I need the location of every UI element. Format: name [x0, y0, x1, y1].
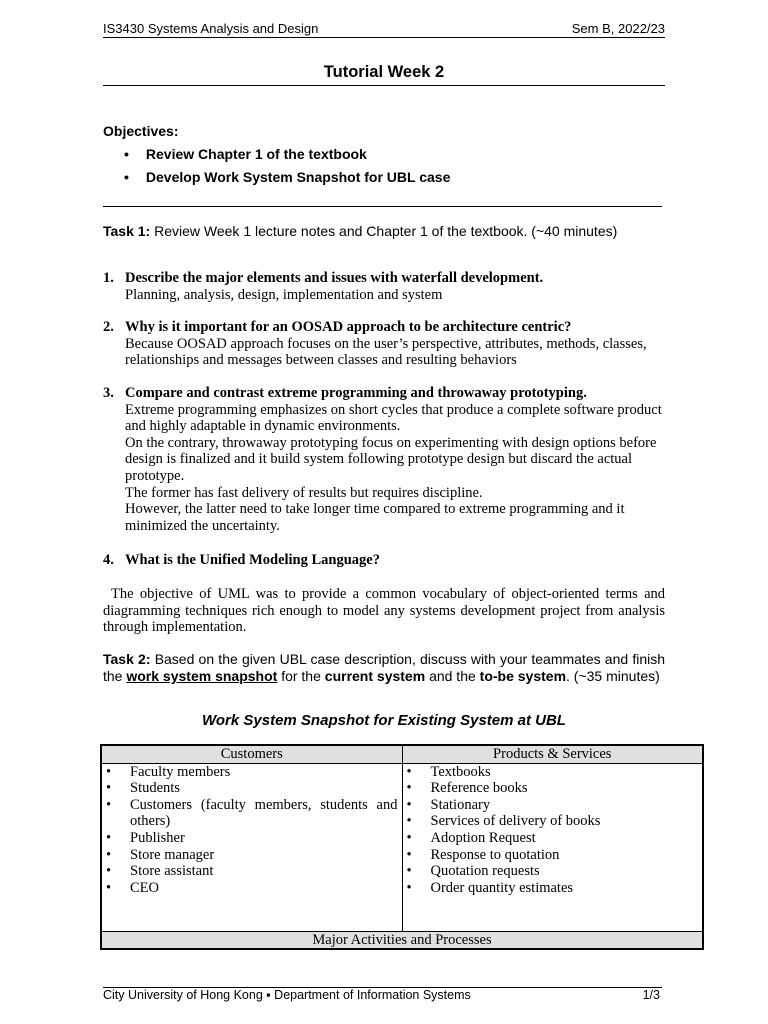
task2-text: . (~35 minutes) [566, 668, 660, 684]
question-text: What is the Unified Modeling Language? [125, 552, 380, 568]
answer-text: On the contrary, throwaway prototyping focus on experimenting with design options before design is finalized and it build system following prototype design but discard the actual prototype. [125, 434, 657, 484]
uml-answer: The objective of UML was to provide a common vocabulary of object-oriented terms and diagramming techniques rich enough to model any systems development project from analysis through implementation. [103, 586, 665, 636]
objective-text: Develop Work System Snapshot for UBL case [145, 169, 451, 185]
question-2 [103, 319, 665, 369]
work-system-snapshot-table [100, 744, 704, 950]
task1 [103, 223, 617, 240]
header-course: IS3430 Systems Analysis and Design [103, 21, 319, 36]
question-4 [103, 552, 665, 569]
answer-text: However, the latter need to take longer time compared to extreme programming and it minimized the uncertainty. [125, 501, 625, 534]
customers-cell [101, 763, 402, 931]
task2-text: for the [281, 668, 321, 684]
product-item: • Stationary [407, 797, 699, 814]
to-be-system-emphasis: to-be system [479, 668, 567, 684]
product-item: • Textbooks [407, 764, 699, 781]
work-system-snapshot-emphasis: work system snapshot [126, 668, 278, 684]
question-number: 3. [103, 385, 114, 401]
question-number: 4. [103, 552, 114, 568]
product-item: • Adoption Request [407, 830, 699, 847]
customer-item: • CEO [106, 880, 398, 897]
question-number: 2. [103, 319, 114, 335]
customer-item: • Faculty members [106, 764, 398, 781]
section-rule [103, 206, 662, 207]
customer-item: • Students [106, 780, 398, 797]
question-1 [103, 270, 665, 303]
answer-text: Because OOSAD approach focuses on the user’s perspective, attributes, methods, classes, relationships and messages between classes and resulting behaviors [125, 335, 647, 369]
product-item: • Order quantity estimates [407, 880, 699, 897]
footer-text: City University of Hong Kong ▪ Department of Information Systems [103, 988, 471, 1002]
question-text: Describe the major elements and issues with waterfall development. [125, 270, 544, 286]
task2-text: and the [429, 668, 476, 684]
task2 [103, 651, 665, 685]
objective-text: Review Chapter 1 of the textbook [145, 146, 367, 162]
title-rule [103, 85, 665, 86]
question-text: Compare and contrast extreme programming and throwaway prototyping. [125, 385, 587, 401]
answer-text: Planning, analysis, design, implementation and system [125, 286, 443, 303]
customer-item: • Publisher [106, 830, 398, 847]
page-title: Tutorial Week 2 [323, 63, 445, 81]
task1-text: Review Week 1 lecture notes and Chapter 1 of the textbook. (~40 minutes) [154, 223, 618, 239]
customers-header: Customers [101, 745, 402, 763]
question-3 [103, 385, 665, 534]
customer-item: • Store manager [106, 847, 398, 864]
activities-header: Major Activities and Processes [101, 931, 703, 949]
objectives-label: Objectives: [103, 123, 179, 139]
task1-label: Task 1: [103, 223, 151, 239]
answer-text: Extreme programming emphasizes on short cycles that produce a complete software product and highly adaptable in dynamic environments. [125, 401, 662, 435]
header-semester: Sem B, 2022/23 [571, 21, 665, 36]
question-text: Why is it important for an OOSAD approach to be architecture centric? [125, 319, 572, 335]
product-item: • Reference books [407, 780, 699, 797]
products-cell [402, 763, 703, 931]
task2-label: Task 2: [103, 651, 151, 667]
product-item: • Quotation requests [407, 863, 699, 880]
product-item: • Services of delivery of books [407, 813, 699, 830]
question-number: 1. [103, 270, 114, 286]
header-rule [103, 37, 665, 38]
snapshot-title: Work System Snapshot for Existing System at UBL [202, 712, 566, 729]
objective-item: • Review Chapter 1 of the textbook [124, 146, 367, 162]
objective-item: • Develop Work System Snapshot for UBL case [124, 169, 451, 185]
current-system-emphasis: current system [324, 668, 426, 684]
customer-item: • Customers (faculty members, students and others) [106, 797, 398, 830]
product-item: • Response to quotation [407, 847, 699, 864]
page-number: 1/3 [642, 988, 660, 1002]
answer-text: The former has fast delivery of results but requires discipline. [125, 484, 483, 501]
task2-text: Based on the given UBL case description, discuss with your teammates and finish the [103, 651, 666, 684]
products-header: Products & Services [402, 745, 703, 763]
customer-item: • Store assistant [106, 863, 398, 880]
